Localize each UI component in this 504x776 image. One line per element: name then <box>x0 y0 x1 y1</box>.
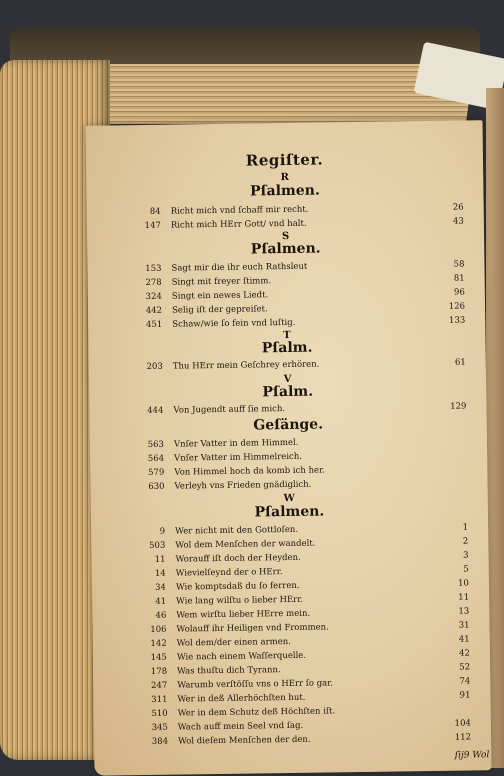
entry-text: Singt ein newes Liedt. <box>172 288 269 303</box>
song-number: 630 <box>130 480 164 494</box>
psalm-number: 147 <box>127 219 161 233</box>
entry-text: Wer nicht mit den Gottloſen. <box>175 523 298 539</box>
entry-text: Sagt mir die ihr euch Rathsleut <box>171 260 307 276</box>
entry-text: Richt mich HErr Gott/ vnd halt. <box>171 217 307 233</box>
psalm-number: 11 <box>131 553 165 567</box>
section-heading: Pſalmen. <box>87 238 484 260</box>
section-heading: Geſänge. <box>90 414 487 436</box>
page-number: 52 <box>440 660 470 674</box>
page-number: 74 <box>440 674 470 688</box>
entry-text: Wie nach einem Waſſerquelle. <box>177 649 306 665</box>
page-number: 11 <box>439 590 469 604</box>
page-number: 3 <box>438 548 468 562</box>
page-number: 61 <box>436 356 466 370</box>
song-number: 564 <box>130 452 164 466</box>
page-number: 31 <box>439 618 469 632</box>
entry-text: Schaw/wie ſo fein vnd luſtig. <box>172 316 295 332</box>
page-number: 96 <box>435 286 465 300</box>
entry-text: Wie lang wilſtu o lieber HErr. <box>176 593 303 609</box>
entry-text: Wievielſeynd der o HErr. <box>176 565 283 580</box>
entry-text: Wem wirſtu lieber HErre mein. <box>176 607 310 623</box>
page-number: 43 <box>434 215 464 229</box>
register-page <box>85 120 491 775</box>
psalm-number: 9 <box>131 525 165 539</box>
section-letter: V <box>89 371 486 388</box>
psalm-number: 311 <box>133 693 167 707</box>
entry-text: Was thuſtu dich Tyrann. <box>177 663 281 678</box>
entry-text: Singt mit freyer ſtimm. <box>172 274 272 289</box>
entry-text: Worauff iſt doch der Heyden. <box>175 551 300 567</box>
psalm-number: 203 <box>129 360 163 374</box>
psalm-number: 142 <box>133 637 167 651</box>
entry-text: Selig iſt der gepreiſet. <box>172 302 268 317</box>
page-title: Regiſter. <box>86 148 483 172</box>
psalm-number: 34 <box>132 581 166 595</box>
page-number: 81 <box>435 272 465 286</box>
page-number: 10 <box>439 576 469 590</box>
section-letter: S <box>87 228 484 245</box>
psalm-number: 444 <box>129 404 163 418</box>
entry-text: Wol dieſem Menſchen der den. <box>178 733 311 749</box>
psalm-number: 451 <box>128 318 162 332</box>
song-number: 563 <box>130 438 164 452</box>
section-heading: Pſalmen. <box>86 180 483 202</box>
page-number: 41 <box>440 632 470 646</box>
psalm-number: 145 <box>133 651 167 665</box>
psalm-number: 503 <box>131 539 165 553</box>
section-heading: Pſalmen. <box>91 501 488 523</box>
entry-text: Richt mich vnd ſchaff mir recht. <box>171 203 309 219</box>
entry-text: Vnſer Vatter in dem Himmel. <box>174 436 299 452</box>
section-letter: R <box>86 169 483 186</box>
book <box>0 28 504 773</box>
page-number: 91 <box>440 688 470 702</box>
page-number: 13 <box>439 604 469 618</box>
entry-text: Verleyh vns Frieden gnädiglich. <box>174 478 311 494</box>
psalm-number: 442 <box>128 304 162 318</box>
psalm-number: 324 <box>128 290 162 304</box>
psalm-number: 510 <box>134 707 168 721</box>
entry-text: Wach auff mein Seel vnd ſag. <box>178 719 304 735</box>
psalm-number: 41 <box>132 595 166 609</box>
song-number: 579 <box>130 466 164 480</box>
psalm-number: 384 <box>134 735 168 749</box>
entry-text: Wie komptsdaß du ſo ferren. <box>176 579 300 595</box>
psalm-number: 106 <box>132 623 166 637</box>
entry-text: Wer in deß Allerhöchſten hut. <box>177 691 305 707</box>
psalm-number: 278 <box>128 276 162 290</box>
entry-text: Wol dem/der einen armen. <box>177 635 291 651</box>
page-number: 133 <box>435 314 465 328</box>
page-number: 26 <box>434 201 464 215</box>
entry-text: Von Himmel hoch da komb ich her. <box>174 463 325 479</box>
psalm-number: 46 <box>132 609 166 623</box>
psalm-number: 178 <box>133 665 167 679</box>
page-number: 129 <box>436 400 466 414</box>
section-heading: Pſalm. <box>89 381 486 403</box>
psalm-number: 345 <box>134 721 168 735</box>
psalm-number: 84 <box>127 205 161 219</box>
entry-text: Wol dem Menſchen der wandelt. <box>175 537 315 553</box>
entry-text: Von Jugendt auff ſie mich. <box>173 402 285 418</box>
page-number: 112 <box>441 730 471 744</box>
page-number: 104 <box>441 716 471 730</box>
entry-text: Vnſer Vatter im Himmelreich. <box>174 450 302 466</box>
page-number: 1 <box>438 521 468 535</box>
section-letter: T <box>88 327 485 344</box>
catchword-footer: ſij9 Wol <box>455 750 490 760</box>
entry-text: Wer in dem Schutz deß Höchſten iſt. <box>178 704 336 720</box>
page-number: 42 <box>440 646 470 660</box>
entry-text: Thu HErr mein Geſchrey erhören. <box>173 358 320 374</box>
psalm-number: 247 <box>133 679 167 693</box>
entry-text: Warumb verſtöſſu vns o HErr ſo gar. <box>177 676 333 692</box>
page-number: 5 <box>439 562 469 576</box>
page-number: 2 <box>438 534 468 548</box>
entry-text: Wolauff ihr Heiligen vnd Frommen. <box>176 620 328 636</box>
section-heading: Pſalm. <box>89 337 486 359</box>
psalm-number: 14 <box>132 567 166 581</box>
page-number: 126 <box>435 300 465 314</box>
page-number: 58 <box>434 258 464 272</box>
psalm-number: 153 <box>127 262 161 276</box>
section-letter: W <box>91 490 488 507</box>
